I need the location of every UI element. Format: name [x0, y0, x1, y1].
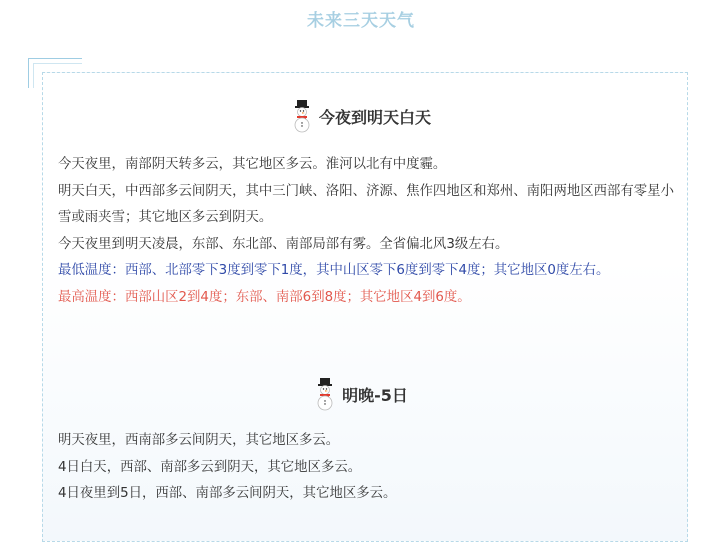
corner-decoration — [33, 63, 34, 88]
corner-decoration — [33, 63, 82, 64]
forecast-line: 明天夜里，西南部多云间阴天，其它地区多云。 — [58, 433, 340, 448]
section-heading: 今夜到明天白天 — [318, 107, 431, 127]
corner-decoration — [28, 58, 82, 59]
forecast-line: 4日夜里到5日，西部、南部多云间阴天，其它地区多云。 — [58, 486, 397, 501]
forecast-line: 今天夜里，南部阴天转多云，其它地区多云。淮河以北有中度霾。 — [58, 157, 447, 172]
forecast-text-tonight — [58, 152, 678, 311]
forecast-line: 今天夜里到明天凌晨，东部、东北部、南部局部有雾。全省偏北风3级左右。 — [58, 236, 509, 252]
page-title: 未来三天天气 — [307, 11, 415, 31]
snowman-icon — [291, 99, 313, 133]
forecast-line: 4日白天，西部、南部多云到阴天，其它地区多云。 — [58, 459, 362, 475]
section-header-tomorrow-night — [0, 376, 722, 412]
section-header-tonight — [0, 98, 722, 134]
snowman-icon — [314, 377, 336, 411]
forecast-line: 明天白天，中西部多云间阴天，其中三门峡、洛阳、济源、焦作四地区和郑州、南阳两地区西部有零星小雪或雨夹雪；其它地区多云到阴天。 — [58, 183, 674, 225]
section-heading: 明晚-5日 — [342, 385, 408, 405]
forecast-text-tomorrow-night — [58, 428, 678, 508]
high-temperature-line: 最高温度：西部山区2到4度；东部、南部6到8度；其它地区4到6度。 — [58, 289, 471, 305]
corner-decoration — [28, 58, 29, 88]
low-temperature-line: 最低温度：西部、北部零下3度到零下1度，其中山区零下6度到零下4度；其它地区0度左右。 — [58, 263, 610, 278]
